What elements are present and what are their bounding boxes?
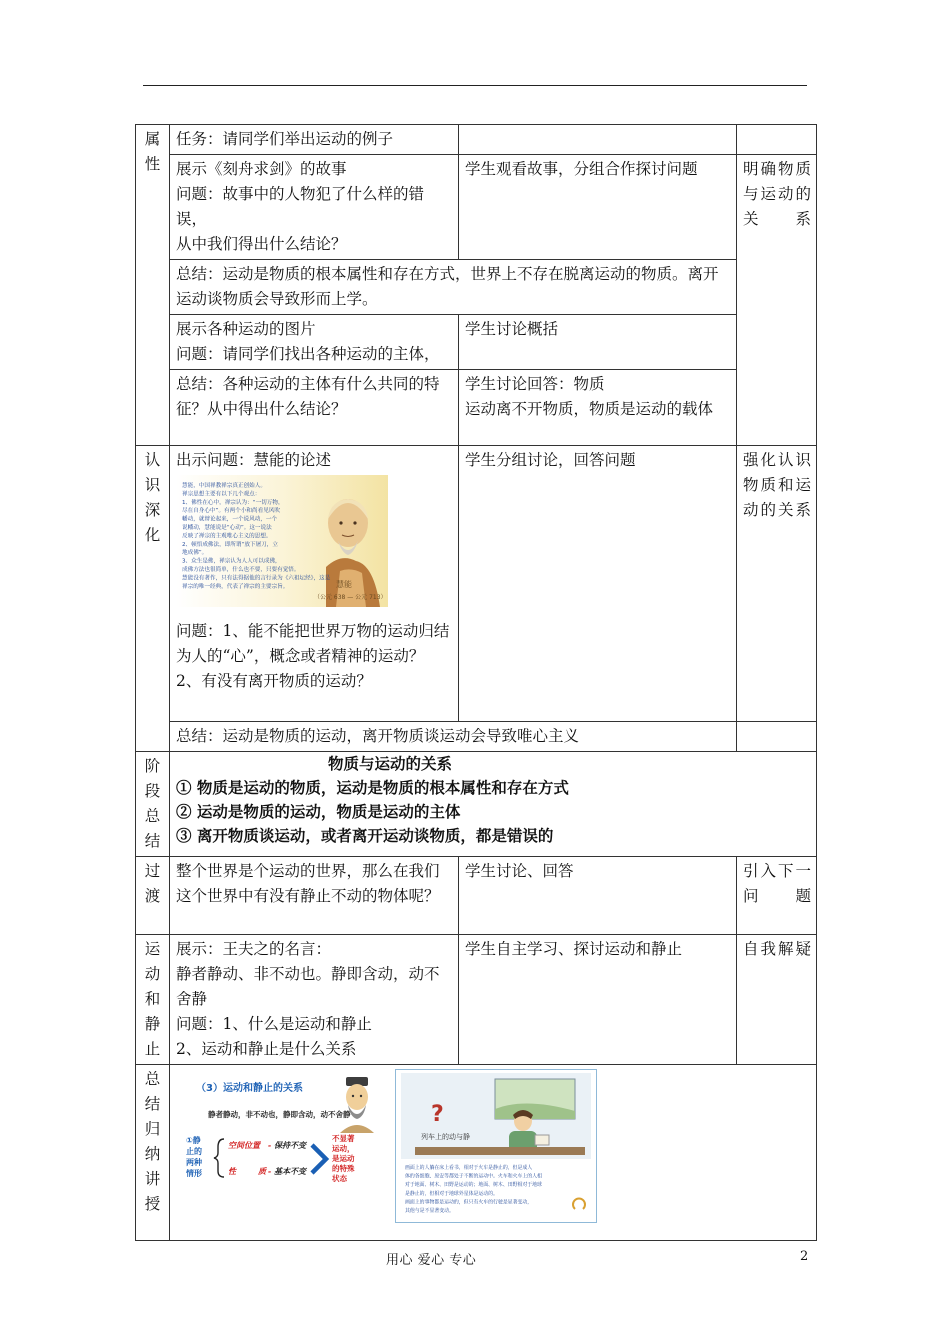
stage-cell-summary: 阶 段 总 结 xyxy=(136,752,170,857)
stage-cell-motion: 运 动 和 静 止 xyxy=(136,935,170,1065)
svg-text:空间位置: 空间位置 xyxy=(228,1141,260,1150)
page-number: 2 xyxy=(800,1249,809,1264)
scholar-portrait-icon xyxy=(340,1077,374,1133)
figure-text-line: 幡动，就辩论起来，一个说风动，一个 xyxy=(182,516,278,523)
content-line: 问题：请同学们找出各种运动的主体， xyxy=(176,345,440,363)
student-cell: 学生分组讨论，回答问题 xyxy=(459,446,737,722)
svg-text:情形: 情形 xyxy=(186,1169,202,1178)
fig2-caption: 列车上的动与静 xyxy=(421,1133,470,1141)
question-line: 2、有没有离开物质的运动？ xyxy=(176,672,372,690)
svg-text:?: ? xyxy=(431,1102,444,1127)
figure-text-line: 是静止的，但相对于地球外星体是运动的。 xyxy=(405,1190,498,1197)
relation-point: ② 运动是物质的运动，物质是运动的主体 xyxy=(176,802,461,821)
figure-text-line: 成佛方法也很简单，什么也不要，只要有觉悟。 xyxy=(182,567,300,573)
stage-cell-deepen: 认 识 深 化 xyxy=(136,446,170,752)
content-cell-images xyxy=(170,315,459,370)
task-cell: 任务：请同学们举出运动的例子 xyxy=(170,125,459,155)
svg-text:-: - xyxy=(268,1167,272,1176)
content-cell-story xyxy=(170,155,459,260)
note-cell: 强化认识物质和运动的关系 xyxy=(737,446,817,722)
svg-text:运动，: 运动， xyxy=(332,1144,355,1153)
stage-cell-transition: 过 渡 xyxy=(136,857,170,935)
figure-text-line: 2、顿悟成佛法，即所谓“放下屠刀，立 xyxy=(182,541,278,548)
figure-name: 慧能 xyxy=(336,580,352,589)
student-cell: 学生观看故事，分组合作探讨问题 xyxy=(459,155,737,260)
question-mark-icon xyxy=(431,1102,444,1127)
note-cell: 引入下一问题 xyxy=(737,857,817,935)
content-line: 问题：故事中的人物犯了什么样的错误， xyxy=(176,185,425,228)
train-figure xyxy=(395,1069,597,1223)
svg-text:止的: 止的 xyxy=(186,1147,202,1156)
question-line: 问题：1、能不能把世界万物的运动归结为人的“心”，概念或者精神的运动？ xyxy=(176,622,450,665)
svg-text:①静: ①静 xyxy=(186,1136,201,1145)
student-cell: 学生自主学习、探讨运动和静止 xyxy=(459,935,737,1065)
student-line: 学生讨论回答：物质 xyxy=(465,375,605,393)
content-line: 展示《刻舟求剑》的故事 xyxy=(176,160,347,178)
figure-text-line: 禅宗的唯一经典，代表了禅宗的主要宗旨。 xyxy=(182,583,289,590)
fig1-quote: 静者静动，非不动也，静即含动，动不舍静 xyxy=(208,1110,351,1119)
figure-text-line: 对于地面、树木、田野是运动的；地面、树木、田野相对于地球 xyxy=(405,1182,542,1189)
relation-point: ① 物质是运动的物质，运动是物质的根本属性和存在方式 xyxy=(176,778,569,797)
content-line: 展示各种运动的图片 xyxy=(176,320,316,338)
arrow-right-icon xyxy=(312,1145,326,1173)
brace-icon xyxy=(214,1139,224,1177)
content-line: 2、运动和静止是什么关系 xyxy=(176,1040,357,1058)
figure-text-line: 慧能没有著作，只有法得据他的言行录为《六祖坛经》，这是 xyxy=(182,575,331,582)
student-cell: 学生讨论、回答 xyxy=(459,857,737,935)
motion-rest-figure xyxy=(184,1073,380,1203)
figure-text-line: 尽在自身心中”。有两个小和尚看见风吹 xyxy=(182,508,280,515)
svg-text:状态: 状态 xyxy=(332,1174,347,1183)
svg-text:的特殊: 的特殊 xyxy=(332,1164,355,1173)
figures-cell xyxy=(170,1065,817,1241)
figure-text-line: 说幡动，慧能说是“心动”。这一说法 xyxy=(182,525,272,531)
note-cell: 明确物质与运动的关系 xyxy=(737,155,817,446)
summary-question-cell: 总结：各种运动的主体有什么共同的特征？从中得出什么结论？ xyxy=(170,370,459,446)
fig1-title: （3）运动和静止的关系 xyxy=(196,1083,303,1094)
stage-cell-conclude: 总 结 归 纳 讲 授 xyxy=(136,1065,170,1241)
summary-cell: 总结：运动是物质的根本属性和存在方式，世界上不存在脱离运动的物质。离开运动谈物质会导致形而上学。 xyxy=(170,260,737,315)
content-line: 问题：1、什么是运动和静止 xyxy=(176,1015,372,1033)
note-cell: 自我解疑 xyxy=(737,935,817,1065)
footer-text: 用心 爱心 专心 xyxy=(386,1253,477,1268)
summary-cell: 总结：运动是物质的运动，离开物质谈运动会导致唯心主义 xyxy=(170,722,737,752)
figure-text-line: 1、佛性在心中，禅宗认为：“一切万物， xyxy=(182,499,284,506)
svg-text:质: 质 xyxy=(258,1167,266,1176)
stage-char: 属 xyxy=(144,130,161,148)
content-cell xyxy=(170,935,459,1065)
svg-text:不显著: 不显著 xyxy=(332,1134,355,1143)
figure-text-line: 反映了禅宗的主观唯心主义的思想。 xyxy=(182,533,272,540)
content-cell-huineng xyxy=(170,446,459,722)
svg-text:两种: 两种 xyxy=(186,1158,202,1167)
relation-point: ③ 离开物质谈运动，或者离开运动谈物质，都是错误的 xyxy=(176,826,554,845)
stage-char: 性 xyxy=(144,155,161,173)
figure-text-line: 其他与是不显著变动。 xyxy=(405,1208,454,1214)
content-line: 静者静动、非不动也。静即含动，动不舍静 xyxy=(176,965,440,1008)
svg-text:保持不变: 保持不变 xyxy=(274,1141,306,1150)
figure-text-line: 禅宗思想主要有以下几个观点： xyxy=(182,491,261,498)
content-line: 从中我们得出什么结论？ xyxy=(176,235,347,253)
student-cell: 学生讨论概括 xyxy=(459,315,737,370)
figure-dates: （公元 638 — 公元 713） xyxy=(314,594,387,601)
content-line: 展示：王夫之的名言： xyxy=(176,940,332,958)
relation-cell xyxy=(170,752,817,857)
figure-text-line: 画面上的人躺在床上看书，相对于火车是静止的，但是成人 xyxy=(405,1165,533,1171)
content-title: 出示问题：慧能的论述 xyxy=(176,451,332,469)
figure-text-line: 慧能，中国禅教禅宗真正创始人。 xyxy=(182,483,266,489)
svg-text:-: - xyxy=(268,1141,272,1150)
figure-text-line: 画面上的事物都是运动的，但只有火车的行驶是显著变动， xyxy=(405,1199,533,1206)
svg-text:是运动: 是运动 xyxy=(332,1154,355,1163)
content-cell: 整个世界是个运动的世界，那么在我们这个世界中有没有静止不动的物体呢？ xyxy=(170,857,459,935)
header-rule xyxy=(143,85,807,86)
huineng-figure xyxy=(176,475,388,607)
empty-cell xyxy=(737,722,817,752)
empty-cell xyxy=(459,125,737,155)
figure-text-line: 体的各细胞、原安等都处于不断的运动中。火车和火车上的人相 xyxy=(405,1173,542,1180)
student-line: 运动离不开物质，物质是运动的载体 xyxy=(465,400,714,418)
figure-text-line: 3、众生是佛，禅宗认为人人可以成佛， xyxy=(182,558,281,565)
stage-cell-attr xyxy=(136,125,170,446)
svg-text:基本不变: 基本不变 xyxy=(274,1167,306,1176)
lesson-table xyxy=(135,124,817,1241)
student-cell xyxy=(459,370,737,446)
empty-cell xyxy=(737,125,817,155)
relation-title: 物质与运动的关系 xyxy=(328,754,453,773)
svg-text:性: 性 xyxy=(228,1167,236,1176)
figure-text-line: 地成佛”。 xyxy=(182,550,208,557)
